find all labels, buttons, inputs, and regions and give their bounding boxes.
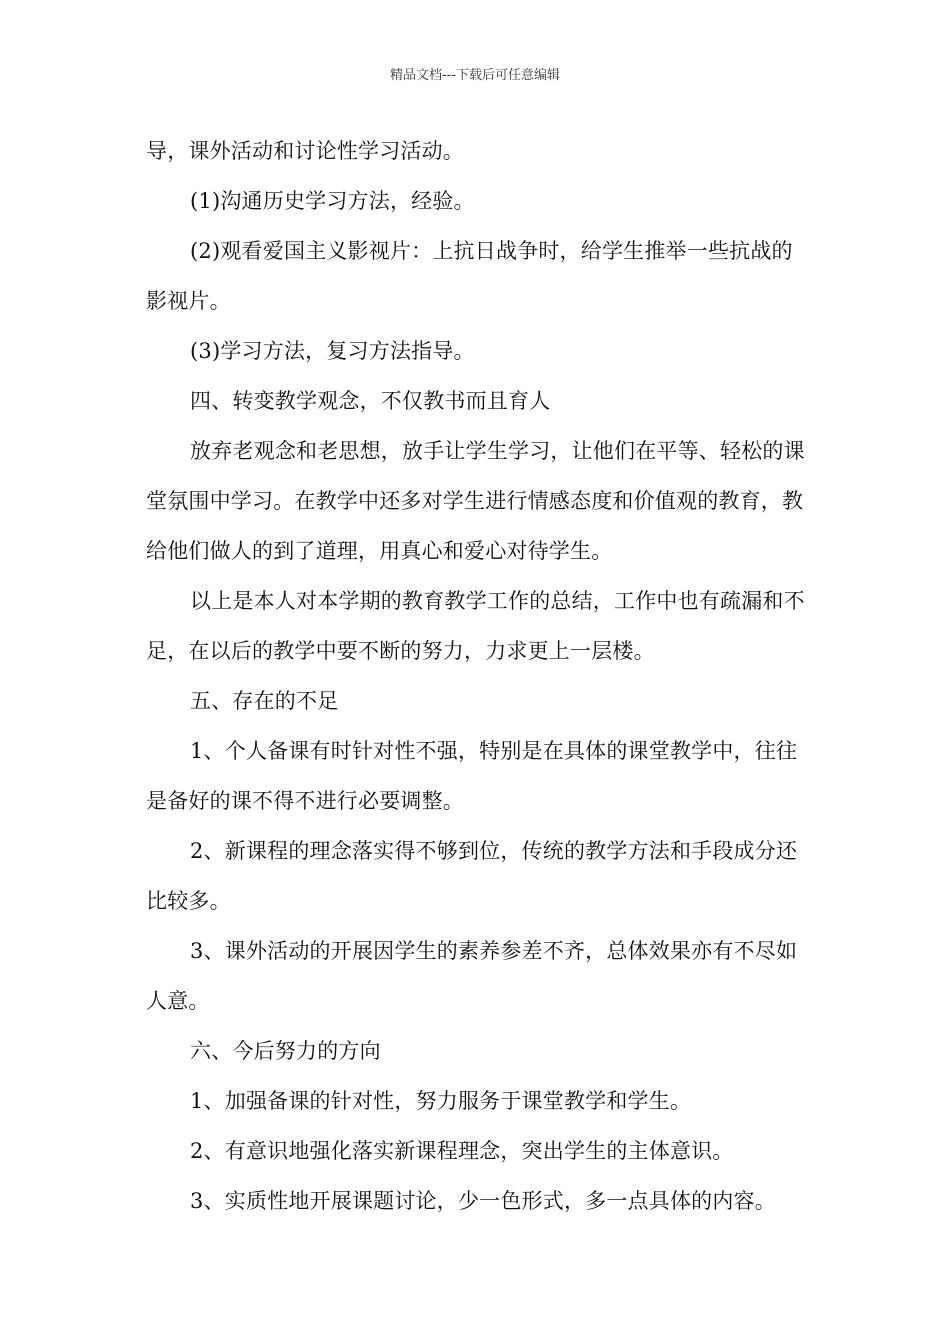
paragraph-3: (2)观看爱国主义影视片：上抗日战争时，给学生推举一些抗战的影视片。 [146,239,793,313]
paragraph-1: 导，课外活动和讨论性学习活动。 [146,139,464,163]
paragraph-11: 3、课外活动的开展因学生的素养参差不齐，总体效果亦有不尽如人意。 [146,939,798,1013]
paragraph-13: 1、加强备课的针对性，努力服务于课堂教学和学生。 [190,1089,692,1113]
paragraph-15: 3、实质性地开展课题讨论，少一色形式，多一点具体的内容。 [190,1189,776,1213]
paragraph-9: 1、个人备课有时针对性不强，特别是在具体的课堂教学中，往往是备好的课不得不进行必要调整。 [146,739,798,813]
paragraph-14: 2、有意识地强化落实新课程理念，突出学生的主体意识。 [190,1139,734,1163]
section-heading-4: 四、转变教学观念，不仅教书而且育人 [190,389,551,413]
section-heading-5: 五、存在的不足 [190,689,339,713]
paragraph-10: 2、新课程的理念落实得不够到位，传统的教学方法和手段成分还比较多。 [146,839,798,913]
page-header: 精品文档---下载后可任意编辑 [389,68,561,83]
paragraph-6: 放弃老观念和老思想，放手让学生学习，让他们在平等、轻松的课堂氛围中学习。在教学中还多对学生进行情感态度和价值观的教育，教给他们做人的到了道理，用真心和爱心对待学生。 [146,439,805,563]
paragraph-7: 以上是本人对本学期的教育教学工作的总结，工作中也有疏漏和不足，在以后的教学中要不断的努力，力求更上一层楼。 [146,589,805,663]
document-body [146,126,806,1226]
paragraph-4: (3)学习方法，复习方法指导。 [190,339,475,363]
section-heading-6: 六、今后努力的方向 [190,1039,381,1063]
paragraph-2: (1)沟通历史学习方法，经验。 [190,189,475,213]
